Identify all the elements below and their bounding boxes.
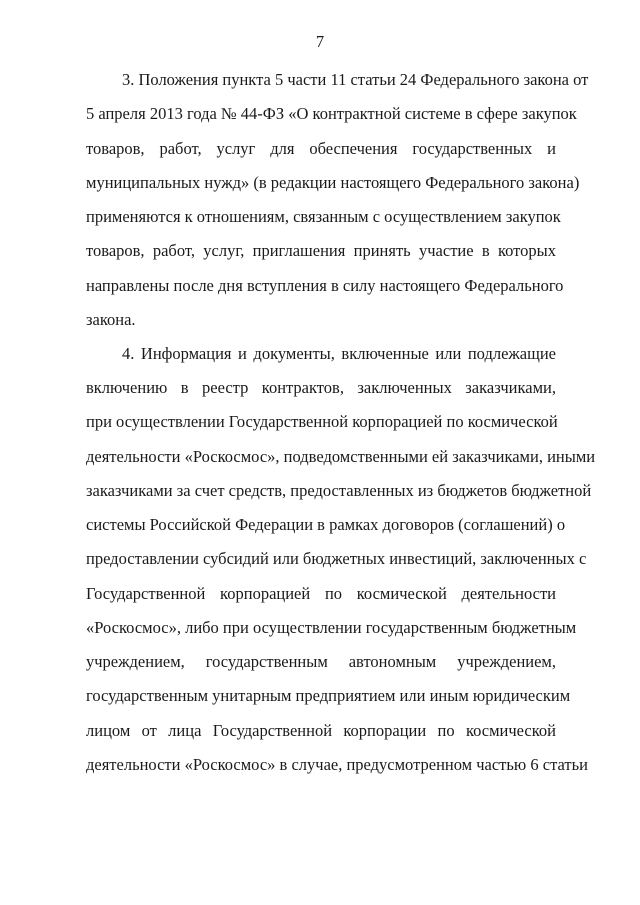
text-line: учреждением, государственным автономным учреждением, (86, 652, 556, 671)
text-line: товаров, работ, услуг для обеспечения государственных и (86, 139, 556, 158)
text-line: направлены после дня вступления в силу настоящего Федерального (86, 276, 564, 295)
text-line: 4. Информация и документы, включенные или подлежащие (122, 344, 556, 363)
text-line: включению в реестр контрактов, заключенных заказчиками, (86, 378, 556, 397)
text-line: муниципальных нужд» (в редакции настоящего Федерального закона) (86, 173, 580, 192)
text-line: заказчиками за счет средств, предоставленных из бюджетов бюджетной (86, 481, 592, 500)
text-line: 3. Положения пункта 5 части 11 статьи 24 Федерального закона от (122, 70, 589, 89)
text-line: системы Российской Федерации в рамках договоров (соглашений) о (86, 515, 566, 534)
text-line: «Роскосмос», либо при осуществлении государственным бюджетным (86, 618, 577, 637)
text-line: предоставлении субсидий или бюджетных инвестиций, заключенных с (86, 549, 587, 568)
page-number: 7 (315, 32, 325, 51)
text-line: товаров, работ, услуг, приглашения принять участие в которых (86, 241, 556, 260)
text-line: деятельности «Роскосмос» в случае, предусмотренном частью 6 статьи (86, 755, 588, 774)
text-line: государственным унитарным предприятием или иным юридическим (86, 686, 571, 705)
text-line: лицом от лица Государственной корпорации по космической (86, 721, 556, 740)
text-line: при осуществлении Государственной корпорацией по космической (86, 412, 558, 431)
text-line: закона. (86, 310, 136, 329)
text-line: применяются к отношениям, связанным с осуществлением закупок (86, 207, 561, 226)
text-line: 5 апреля 2013 года № 44-ФЗ «О контрактной системе в сфере закупок (86, 104, 577, 123)
text-line: деятельности «Роскосмос», подведомственными ей заказчиками, иными (86, 447, 596, 466)
text-line: Государственной корпорацией по космической деятельности (86, 584, 556, 603)
